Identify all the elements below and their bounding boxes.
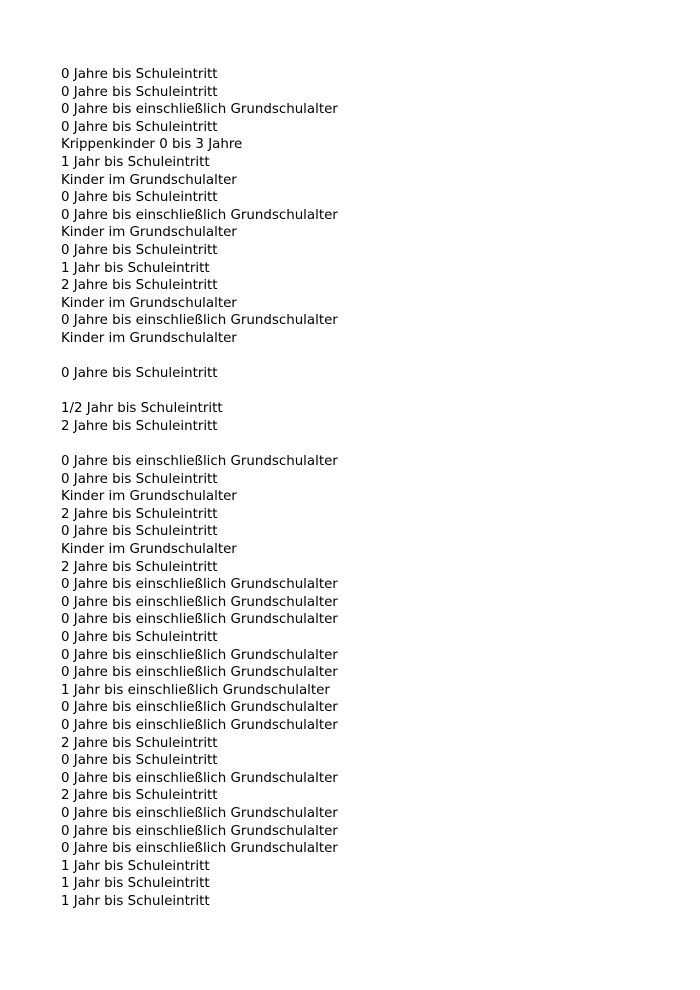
text-line: Kinder im Grundschulalter	[61, 295, 237, 311]
document-page	[61, 66, 661, 911]
text-line: Kinder im Grundschulalter	[61, 542, 237, 558]
text-line: 0 Jahre bis einschließlich Grundschulalter	[61, 823, 338, 839]
text-line: Kinder im Grundschulalter	[61, 330, 237, 346]
text-line: Krippenkinder 0 bis 3 Jahre	[61, 137, 243, 153]
text-line: 0 Jahre bis einschließlich Grundschulalter	[61, 717, 338, 733]
text-line: 0 Jahre bis einschließlich Grundschulalter	[61, 700, 338, 716]
text-line: 2 Jahre bis Schuleintritt	[61, 506, 218, 522]
text-line: 0 Jahre bis Schuleintritt	[61, 190, 218, 206]
text-line: 0 Jahre bis einschließlich Grundschulalter	[61, 102, 338, 118]
text-line: 0 Jahre bis einschließlich Grundschulalter	[61, 665, 338, 681]
text-line: 1 Jahr bis Schuleintritt	[61, 154, 210, 170]
text-line: 0 Jahre bis einschließlich Grundschulalter	[61, 207, 338, 223]
text-line: 0 Jahre bis einschließlich Grundschulalter	[61, 612, 338, 628]
text-line: 0 Jahre bis einschließlich Grundschulalter	[61, 647, 338, 663]
text-line: 0 Jahre bis einschließlich Grundschulalter	[61, 841, 338, 857]
text-line: 1 Jahr bis Schuleintritt	[61, 260, 210, 276]
text-line: 0 Jahre bis Schuleintritt	[61, 242, 218, 258]
text-line: 1 Jahr bis Schuleintritt	[61, 858, 210, 874]
text-line: Kinder im Grundschulalter	[61, 225, 237, 241]
text-line: 2 Jahre bis Schuleintritt	[61, 559, 218, 575]
age-group-list	[61, 66, 661, 911]
text-line: 0 Jahre bis Schuleintritt	[61, 366, 218, 382]
text-line: 0 Jahre bis Schuleintritt	[61, 524, 218, 540]
text-line: 1 Jahr bis Schuleintritt	[61, 893, 210, 909]
text-line: 2 Jahre bis Schuleintritt	[61, 735, 218, 751]
blank-line	[61, 383, 661, 401]
text-line: 0 Jahre bis Schuleintritt	[61, 471, 218, 487]
text-line: 1 Jahr bis einschließlich Grundschulalter	[61, 682, 330, 698]
text-line: 0 Jahre bis einschließlich Grundschulalter	[61, 805, 338, 821]
text-line: 0 Jahre bis Schuleintritt	[61, 119, 218, 135]
text-line: 0 Jahre bis einschließlich Grundschulalter	[61, 770, 338, 786]
text-line: 0 Jahre bis Schuleintritt	[61, 84, 218, 100]
blank-line	[61, 348, 661, 366]
text-line: Kinder im Grundschulalter	[61, 172, 237, 188]
text-line: 0 Jahre bis einschließlich Grundschulalter	[61, 577, 338, 593]
text-line: 0 Jahre bis einschließlich Grundschulalter	[61, 313, 338, 329]
text-line: 2 Jahre bis Schuleintritt	[61, 788, 218, 804]
text-line: 0 Jahre bis Schuleintritt	[61, 630, 218, 645]
text-line: 0 Jahre bis Schuleintritt	[61, 753, 218, 769]
text-line: Kinder im Grundschulalter	[61, 489, 237, 505]
text-line: 2 Jahre bis Schuleintritt	[61, 418, 218, 434]
text-line: 0 Jahre bis einschließlich Grundschulalter	[61, 454, 338, 470]
text-line: 0 Jahre bis Schuleintritt	[61, 67, 218, 82]
text-line: 2 Jahre bis Schuleintritt	[61, 278, 218, 294]
blank-line	[61, 435, 661, 453]
text-line: 1/2 Jahr bis Schuleintritt	[61, 401, 223, 417]
text-line: 0 Jahre bis einschließlich Grundschulalter	[61, 594, 338, 610]
text-line: 1 Jahr bis Schuleintritt	[61, 876, 210, 892]
